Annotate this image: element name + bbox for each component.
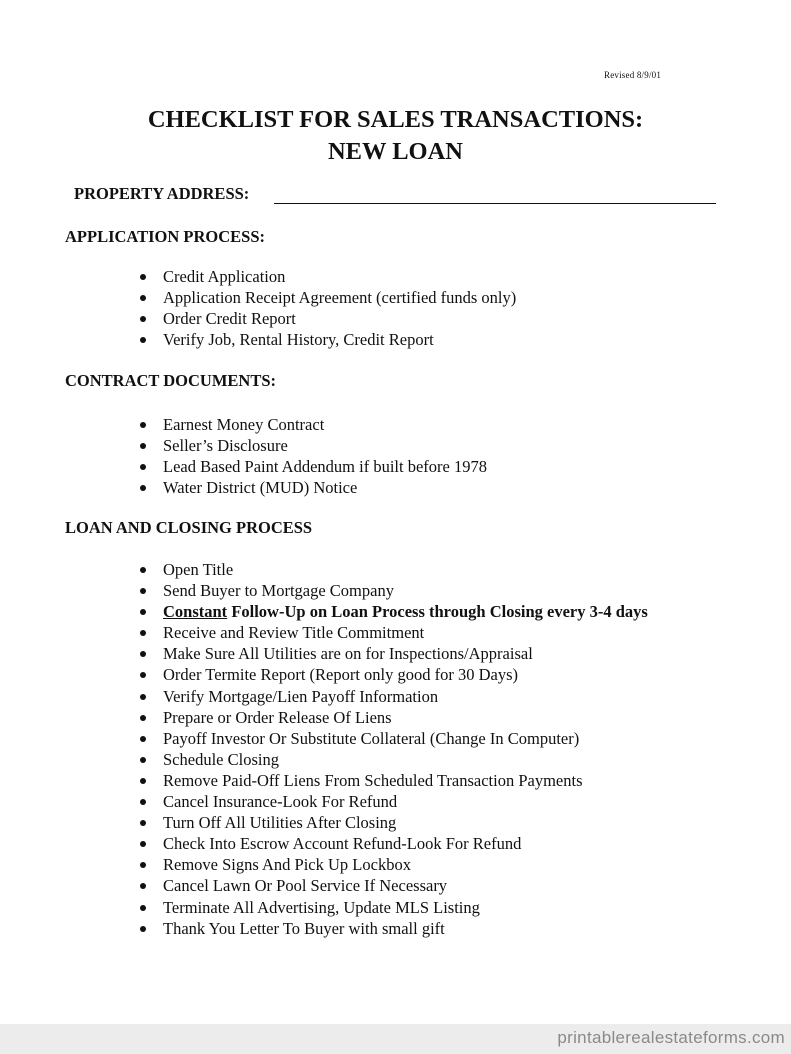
list-item: Receive and Review Title Commitment: [0, 622, 648, 643]
list-item: Remove Signs And Pick Up Lockbox: [0, 854, 648, 875]
list-item: Terminate All Advertising, Update MLS Listing: [0, 897, 648, 918]
list-item: Water District (MUD) Notice: [0, 477, 487, 498]
list-item: Thank You Letter To Buyer with small gift: [0, 918, 648, 939]
list-item: Earnest Money Contract: [0, 414, 487, 435]
document-title: [0, 104, 791, 168]
list-item: Payoff Investor Or Substitute Collateral (Change In Computer): [0, 728, 648, 749]
emphasis-underlined-word: Constant: [163, 602, 228, 622]
list-item: Seller’s Disclosure: [0, 435, 487, 456]
title-line-1: CHECKLIST FOR SALES TRANSACTIONS:: [147, 106, 644, 133]
list-item: Turn Off All Utilities After Closing: [0, 812, 648, 833]
property-address-label: PROPERTY ADDRESS:: [74, 184, 250, 203]
list-item: Prepare or Order Release Of Liens: [0, 707, 648, 728]
list-item: Remove Paid-Off Liens From Scheduled Transaction Payments: [0, 770, 648, 791]
list-item: Lead Based Paint Addendum if built before 1978: [0, 456, 487, 477]
list-item: Cancel Insurance-Look For Refund: [0, 791, 648, 812]
list-item: Open Title: [0, 559, 648, 580]
loan-list: [0, 559, 648, 939]
list-item: Send Buyer to Mortgage Company: [0, 580, 648, 601]
list-item: Make Sure All Utilities are on for Inspections/Appraisal: [0, 643, 648, 664]
section-heading-contract: CONTRACT DOCUMENTS:: [65, 371, 277, 390]
title-line-2: NEW LOAN: [327, 138, 463, 165]
list-item: Order Termite Report (Report only good for 30 Days): [0, 664, 648, 685]
application-list: [0, 266, 516, 350]
revised-date: Revised 8/9/01: [604, 70, 662, 80]
property-address-line[interactable]: [274, 203, 716, 204]
section-heading-loan: LOAN AND CLOSING PROCESS: [65, 518, 313, 537]
section-heading-application: APPLICATION PROCESS:: [65, 227, 266, 246]
property-address: [74, 184, 249, 204]
list-item-emphasis: [0, 601, 648, 622]
list-item: Schedule Closing: [0, 749, 648, 770]
list-item: Order Credit Report: [0, 308, 516, 329]
contract-list: [0, 414, 487, 498]
list-item: Verify Mortgage/Lien Payoff Information: [0, 686, 648, 707]
list-item: Application Receipt Agreement (certified funds only): [0, 287, 516, 308]
list-item: Check Into Escrow Account Refund-Look For Refund: [0, 833, 648, 854]
emphasis-rest: Follow-Up on Loan Process through Closing every 3-4 days: [227, 602, 648, 622]
list-item: Credit Application: [0, 266, 516, 287]
list-item: Verify Job, Rental History, Credit Report: [0, 329, 516, 350]
footer-watermark: printablerealestateforms.com: [557, 1028, 785, 1047]
list-item: Cancel Lawn Or Pool Service If Necessary: [0, 875, 648, 896]
